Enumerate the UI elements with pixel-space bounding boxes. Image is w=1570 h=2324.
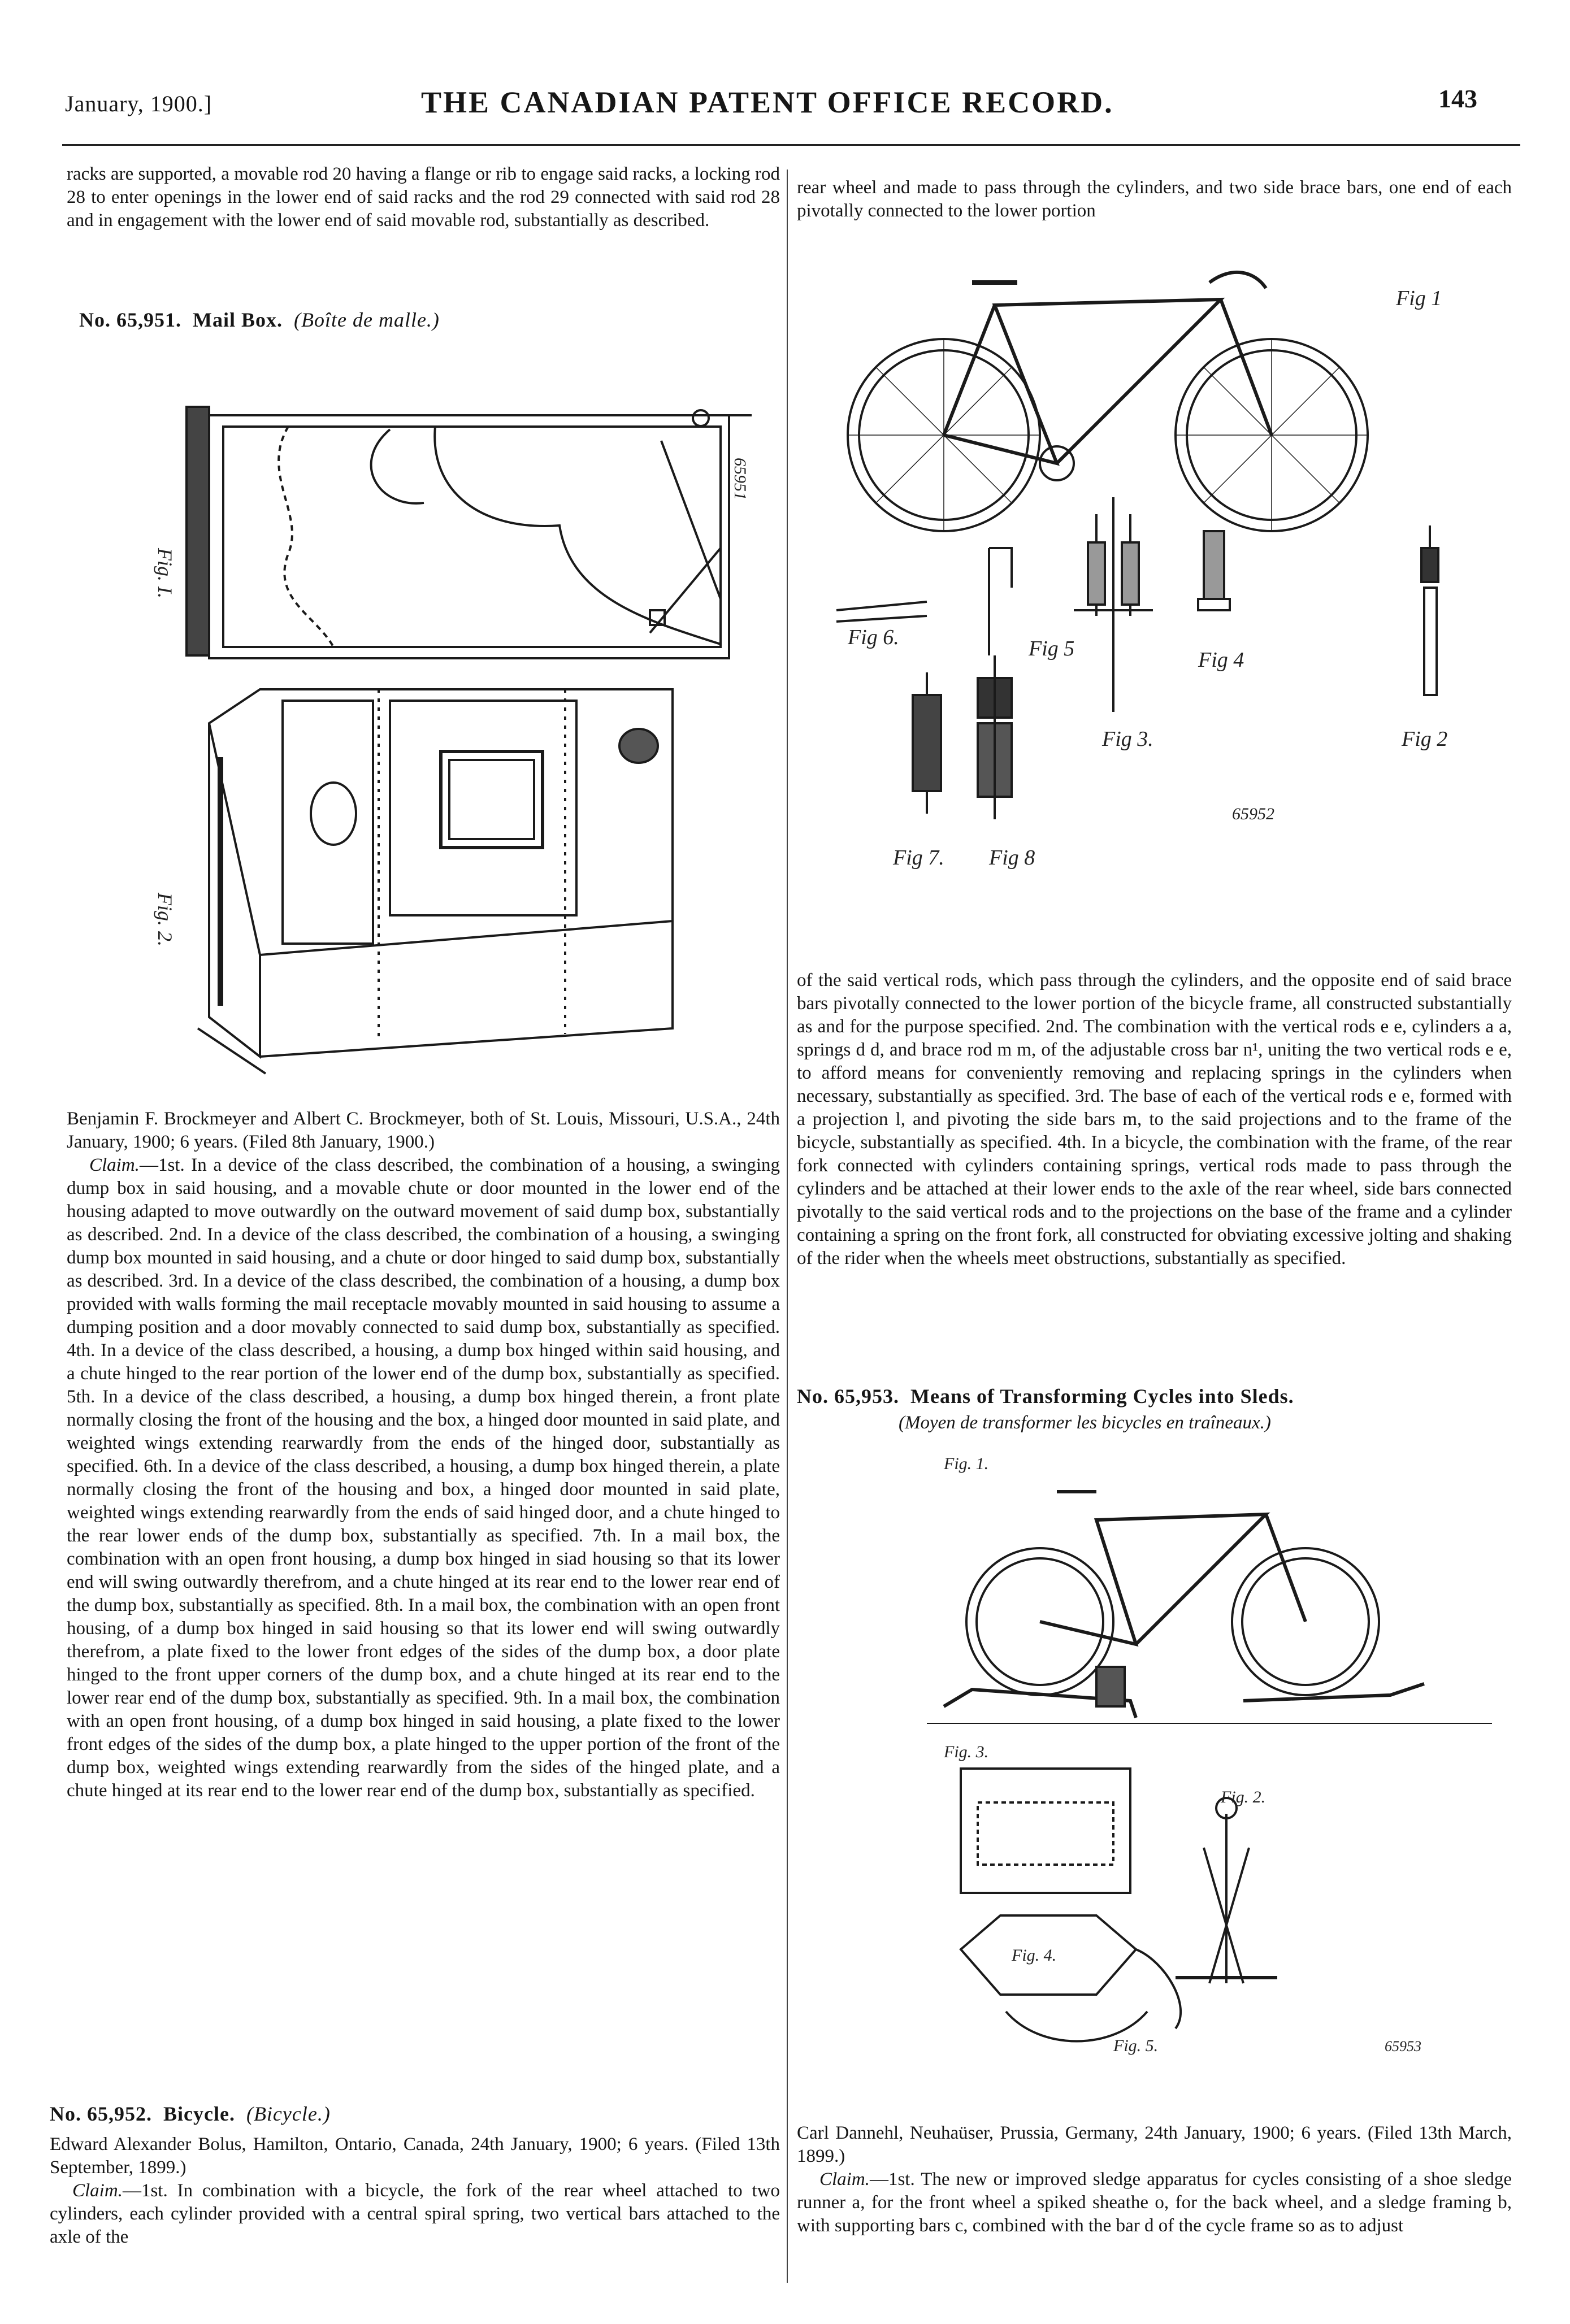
bicycle-figure-number: 65952 xyxy=(1232,805,1274,823)
patent-title-french: (Bicycle.) xyxy=(246,2103,331,2125)
svg-text:Fig. 3.: Fig. 3. xyxy=(944,1743,989,1761)
sled-figure xyxy=(927,1452,1492,2074)
svg-text:Fig. 2.: Fig. 2. xyxy=(1221,1788,1266,1806)
patent-65952-inventors: Edward Alexander Bolus, Hamilton, Ontario, Canada, 24th January, 1900; 6 years. (Filed 13th September, 1899.) xyxy=(50,2134,780,2178)
patent-number: No. 65,952. xyxy=(50,2103,152,2125)
right-top-fragment: rear wheel and made to pass through the cylinders, and two side brace bars, one end of each pivotally connected to the lower portion xyxy=(797,177,1512,221)
patent-number: No. 65,953. xyxy=(797,1385,899,1408)
bicycle-figure xyxy=(803,249,1509,972)
svg-text:Fig 3.: Fig 3. xyxy=(1102,727,1153,751)
patent-65952-heading xyxy=(50,2102,331,2126)
left-top-fragment: racks are supported, a movable rod 20 having a flange or rib to engage said racks, a locking rod 28 to enter openings in the lower end of said racks and the rod 29 connected with said rod 28 and in engagement with the lower end of said movable rod, substantially as described. xyxy=(67,164,780,231)
patent-number: No. 65,951. xyxy=(79,309,181,331)
patent-65953-body xyxy=(797,2122,1512,2238)
svg-text:Fig. 5.: Fig. 5. xyxy=(1113,2036,1159,2055)
patent-65951-inventors: Benjamin F. Brockmeyer and Albert C. Brockmeyer, both of St. Louis, Missouri, U.S.A., 24th January, 1900; 6 years. (Filed 8th January, 1900.) xyxy=(67,1109,780,1152)
column-divider xyxy=(787,170,788,2283)
svg-text:Fig 1: Fig 1 xyxy=(1396,286,1442,310)
svg-text:Fig 7.: Fig 7. xyxy=(893,846,944,870)
header-rule xyxy=(62,144,1520,146)
sled-drawing xyxy=(927,1452,1492,2074)
svg-text:Fig 6.: Fig 6. xyxy=(848,625,899,649)
mail-box-figure-number: 65951 xyxy=(731,458,749,500)
svg-text:Fig 8: Fig 8 xyxy=(989,846,1035,870)
svg-text:Fig. 2.: Fig. 2. xyxy=(154,893,176,946)
page-number: 143 xyxy=(1438,84,1477,113)
svg-text:Fig. 1.: Fig. 1. xyxy=(944,1454,989,1473)
svg-text:Fig 4: Fig 4 xyxy=(1198,648,1244,672)
sled-figure-number: 65953 xyxy=(1385,2038,1421,2054)
patent-title-french: (Boîte de malle.) xyxy=(294,309,440,331)
patent-title: Bicycle. xyxy=(163,2103,235,2125)
patent-65951-body xyxy=(67,1107,780,1802)
svg-text:Fig 2: Fig 2 xyxy=(1402,727,1448,751)
bicycle-drawing xyxy=(803,249,1509,972)
patent-65952-continuation: of the said vertical rods, which pass through the cylinders, and the opposite end of said brace bars pivotally connected to the lower portion of the bicycle frame, all constructed substantially as and for the purpose specified. 2nd. The combination with the vertical rods e e, cylinders a a, springs d d, and brace rod m m, of the adjustable cross bar n¹, uniting the two vertical rods e e, to afford means for conveniently removing and replacing springs in the cylinders when necessary, substantially as specified. 3rd. The base of each of the vertical rods e e, formed with a projection l, and pivoting the side bars m, to the said projections and to the frame of the bicycle, substantially as specified. 4th. In a bicycle, the combination with the frame, of the rear fork connected with cylinders containing springs, vertical rods made to pass through the cylinders and be attached at their lower ends to the axle of the rear wheel, side bars connected pivotally to the said vertical rods and to the projections on the base of the frame and a cylinder containing a spring on the front fork, all constructed for obviating excessive jolting and shaking of the rider when the wheels meet obstructions, substantially as specified. xyxy=(797,970,1512,1269)
patent-title: Means of Transforming Cycles into Sleds. xyxy=(910,1385,1294,1408)
patent-65953-heading xyxy=(797,1384,1294,1408)
patent-title: Mail Box. xyxy=(193,309,283,331)
patent-65953-french-title: (Moyen de transformer les bicycles en traîneaux.) xyxy=(899,1413,1271,1433)
svg-text:Fig. 4.: Fig. 4. xyxy=(1012,1946,1057,1965)
patent-65952-claim: Claim.—1st. In combination with a bicycle, the fork of the rear wheel attached to two cylinders, each cylinder provided with a central spiral spring, two vertical bars attached to the axle of the xyxy=(50,2180,780,2247)
mail-box-drawing xyxy=(154,362,774,1102)
patent-65951-heading xyxy=(79,308,440,332)
patent-65952-body xyxy=(50,2133,780,2249)
header-date: January, 1900.] xyxy=(65,91,212,116)
mail-box-figure xyxy=(154,362,774,1102)
journal-title: THE CANADIAN PATENT OFFICE RECORD. xyxy=(421,85,1114,119)
svg-text:Fig 5: Fig 5 xyxy=(1029,637,1075,661)
patent-65951-claim: Claim.—1st. In a device of the class described, the combination of a housing, a swinging dump box in said housing, and a movable chute or door mounted in the lower end of the housing adapted to move outwardly on the outward movement of said dump box, substantially as described. 2nd. In a device of the class described, the combination of a housing, a swinging dump box mounted in said housing, and a chute or door hinged to said dump box, substantially as described. 3rd. In a device of the class described, the combination of a housing, a dump box provided with walls forming the mail receptacle movably mounted in said housing to assume a dumping position and a door movably connected to said dump box, substantially as specified. 4th. In a device of the class described, a housing, a dump box hinged within said housing, and a chute hinged to the rear portion of the lower end of the dump box, substantially as specified. 5th. In a device of the class described, a housing, a dump box hinged therein, a front plate normally closing the front of the housing and the box, a hinged door mounted in said plate, and weighted wings extending rearwardly from the ends of the hinged door, substantially as specified. 6th. In a device of the class described, a housing, a dump box hinged therein, a plate normally closing the front of the housing and box, a hinged door mounted in said plate, weighted wings extending rearwardly from the ends of said hinged door, and a chute hinged to the rear lower ends of the dump box, substantially as specified. 7th. In a mail box, the combination with an open front housing, a dump box hinged in siad housing so that its lower end will swing outwardly therefrom, and a chute hinged at its rear end to the lower rear end of the dump box, substantially as specified. 8th. In a mail box, the combination with an open front housing, of a dump box hinged in said housing so that its lower end will swing outwardly therefrom, a plate fixed to the lower front edges of the sides of the dump box, a door plate hinged to the front upper corners of the dump box, and a chute hinged at its rear end to the lower rear end of the dump box, substantially as specified. 9th. In a mail box, the combination with an open front housing, of a dump box hinged in said housing, a plate fixed to the lower front edges of the sides of the dump box, a plate hinged to the upper portion of the front of the dump box, weighted wings extending rearwardly from the sides of the hinged plate, and a chute hinged at its rear end to the lower rear end of the dump box, substantially as specified. xyxy=(67,1155,780,1801)
svg-text:Fig. I.: Fig. I. xyxy=(154,548,176,598)
box-front-plate xyxy=(187,407,209,655)
patent-65953-inventors: Carl Dannehl, Neuhaüser, Prussia, Germany, 24th January, 1900; 6 years. (Filed 13th March, 1899.) xyxy=(797,2123,1512,2166)
patent-65953-claim: Claim.—1st. The new or improved sledge apparatus for cycles consisting of a shoe sledge runner a, for the front wheel a spiked sheathe o, for the back wheel, and a sledge framing b, with supporting bars c, combined with the bar d of the cycle frame so as to adjust xyxy=(797,2169,1512,2236)
